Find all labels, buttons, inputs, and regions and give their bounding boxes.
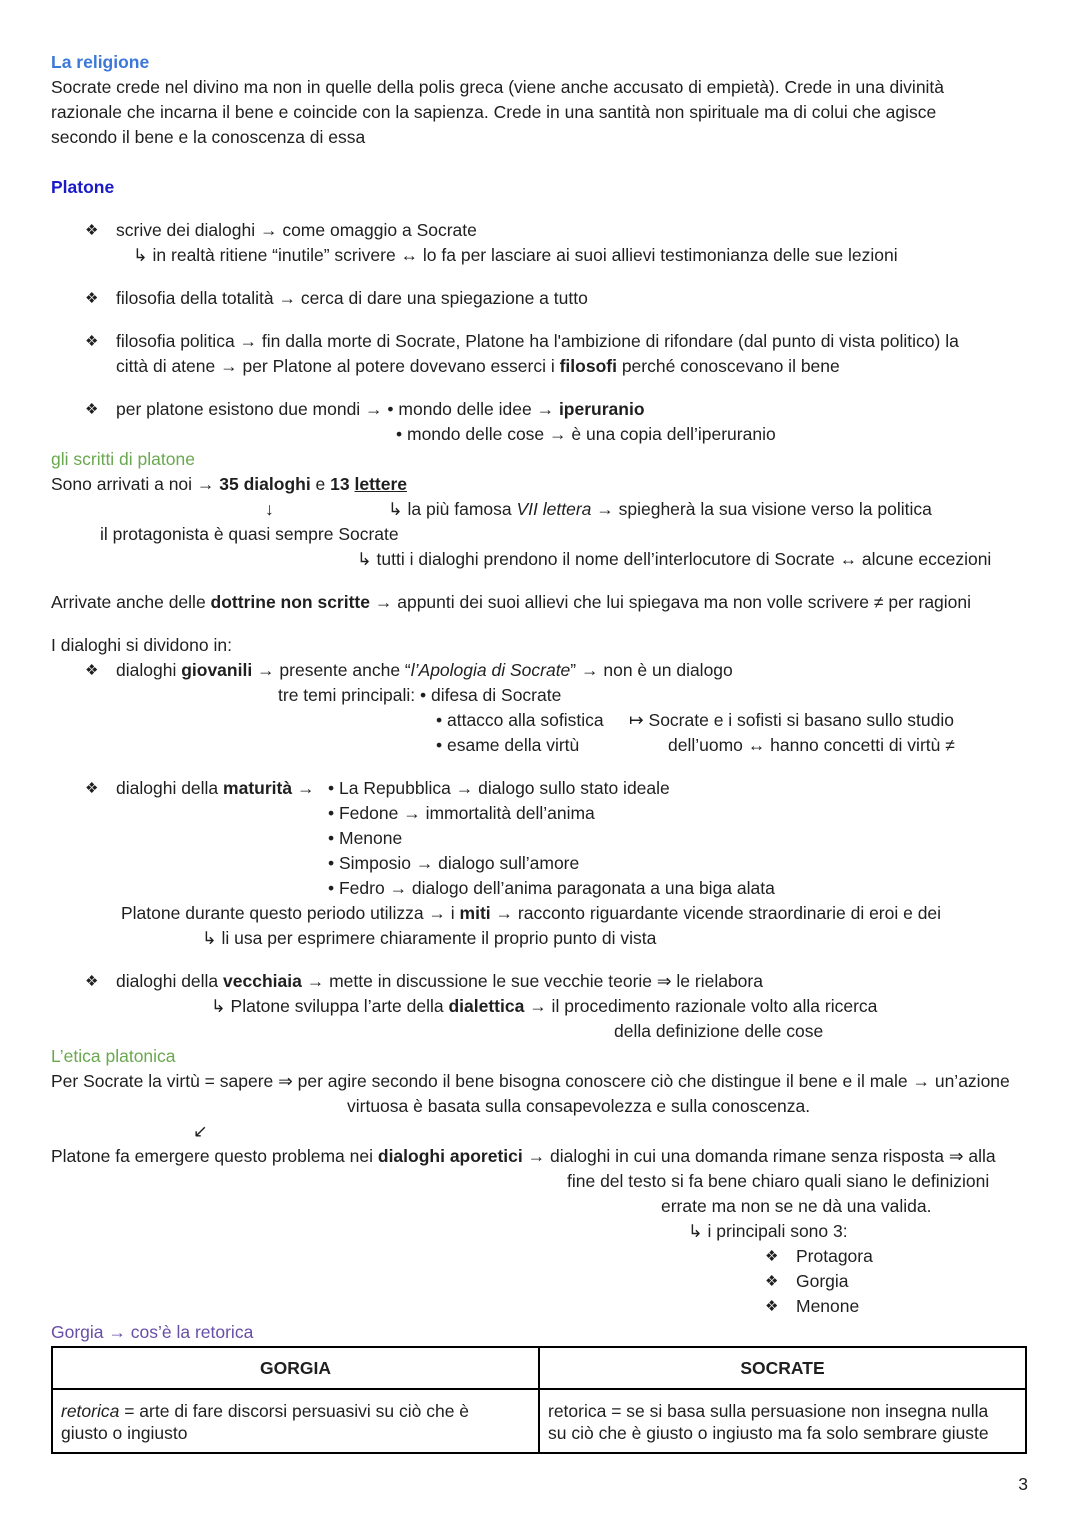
bold-term: iperuranio bbox=[558, 399, 645, 419]
section-title-scritti: gli scritti di platone bbox=[51, 449, 195, 469]
italic-term: retorica bbox=[61, 1401, 120, 1421]
diamond-bullet-icon: ❖ bbox=[765, 1273, 779, 1290]
page-number: 3 bbox=[1018, 1474, 1028, 1494]
text-run: → bbox=[292, 778, 315, 798]
comparison-table bbox=[51, 1346, 1027, 1454]
text-run: dialoghi bbox=[116, 660, 182, 680]
bold-term: giovanili bbox=[181, 660, 253, 680]
paragraph-line bbox=[51, 1144, 996, 1169]
diamond-bullet-icon: ❖ bbox=[85, 973, 99, 990]
bold-term: 13 bbox=[330, 474, 350, 494]
bullet-text-continued: • mondo delle cose → è una copia dell’iperuranio bbox=[396, 424, 776, 444]
section-title-gorgia: Gorgia → cos’è la retorica bbox=[51, 1322, 254, 1342]
text-run: → mette in discussione le sue vecchie teorie ⇒ le rielabora bbox=[301, 971, 763, 991]
sub-note: ↳ li usa per esprimere chiaramente il proprio punto di vista bbox=[202, 928, 657, 948]
diamond-bullet-icon: ❖ bbox=[765, 1248, 779, 1265]
paragraph-line: Socrate crede nel divino ma non in quelle della polis greca (viene anche accusato di empietà). Crede in una divinità bbox=[51, 77, 945, 97]
italic-term: l’Apologia di Socrate bbox=[410, 660, 571, 680]
arrow-icon: ↙ bbox=[193, 1121, 208, 1141]
bullet-text-continued bbox=[116, 354, 840, 379]
text-run: → racconto riguardante vicende straordinarie di eroi e dei bbox=[490, 903, 942, 923]
paragraph-line: fine del testo si fa bene chiaro quali siano le definizioni bbox=[567, 1171, 990, 1191]
text-run: → il procedimento razionale volto alla ricerca bbox=[524, 996, 878, 1016]
text-run: Platone fa emergere questo problema nei bbox=[51, 1146, 378, 1166]
paragraph-line bbox=[51, 472, 407, 497]
bullet-text: scrive dei dialoghi → come omaggio a Socrate bbox=[116, 220, 477, 240]
sub-note: ↳ in realtà ritiene “inutile” scrivere ↔ lo fa per lasciare ai suoi allievi testimonianza delle sue lezioni bbox=[133, 245, 898, 265]
bold-term: vecchiaia bbox=[223, 971, 302, 991]
list-item: Gorgia bbox=[796, 1271, 849, 1291]
paragraph-line: il protagonista è quasi sempre Socrate bbox=[100, 524, 399, 544]
paragraph-line: errate ma non se ne dà una valida. bbox=[661, 1196, 932, 1216]
text-run: su ciò che è giusto o ingiusto ma fa solo sembrare giuste bbox=[548, 1423, 989, 1443]
text-run: ↳ Platone sviluppa l’arte della bbox=[211, 996, 449, 1016]
text-run: e bbox=[310, 474, 331, 494]
sub-note bbox=[388, 497, 932, 522]
text-run: → presente anche “ bbox=[252, 660, 411, 680]
table-cell-gorgia bbox=[52, 1389, 539, 1453]
text-run: giusto o ingiusto bbox=[61, 1423, 188, 1443]
paragraph-line: razionale che incarna il bene e coincide con la sapienza. Crede in una santità non spirituale ma di colui che agisce bbox=[51, 102, 937, 122]
paragraph-line: secondo il bene e la conoscenza di essa bbox=[51, 127, 366, 147]
section-title-etica: L’etica platonica bbox=[51, 1046, 176, 1066]
text-run: ” → non è un dialogo bbox=[570, 660, 733, 680]
sub-note: ↳ tutti i dialoghi prendono il nome dell’interlocutore di Socrate ↔ alcune eccezioni bbox=[357, 549, 992, 569]
text-run: → appunti dei suoi allievi che lui spiegava ma non volle scrivere ≠ per ragioni bbox=[370, 592, 972, 612]
list-item: • Simposio → dialogo sull’amore bbox=[328, 853, 580, 873]
bullet-text bbox=[116, 776, 314, 801]
bold-term: dialoghi aporetici bbox=[377, 1146, 523, 1166]
section-title-religione: La religione bbox=[51, 52, 150, 72]
down-arrow-icon: ↓ bbox=[265, 499, 274, 519]
text-run: ↳ la più famosa bbox=[388, 499, 517, 519]
text-run: città di atene → per Platone al potere dovevano esserci i bbox=[116, 356, 560, 376]
underlined-term: lettere bbox=[354, 474, 408, 494]
paragraph-line: virtuosa è basata sulla consapevolezza e sulla conoscenza. bbox=[347, 1096, 811, 1116]
list-line: • attacco alla sofistica bbox=[436, 710, 604, 730]
table-row bbox=[52, 1389, 1026, 1453]
diamond-bullet-icon: ❖ bbox=[85, 333, 99, 350]
bullet-text: filosofia politica → fin dalla morte di Socrate, Platone ha l'ambizione di rifondare (dal punto di vista politico) la bbox=[116, 331, 959, 351]
text-run: Arrivate anche delle bbox=[51, 592, 211, 612]
diamond-bullet-icon: ❖ bbox=[765, 1298, 779, 1315]
list-item: • Menone bbox=[328, 828, 403, 848]
table-cell-socrate bbox=[539, 1389, 1026, 1453]
text-run: → dialoghi in cui una domanda rimane senza risposta ⇒ alla bbox=[522, 1146, 996, 1166]
side-note: ↦ Socrate e i sofisti si basano sullo studio bbox=[629, 710, 954, 730]
list-item: • Fedone → immortalità dell’anima bbox=[328, 803, 595, 823]
text-run: perché conoscevano il bene bbox=[616, 356, 840, 376]
list-line: • esame della virtù bbox=[436, 735, 580, 755]
bold-term: dialettica bbox=[448, 996, 525, 1016]
bullet-text bbox=[116, 969, 763, 994]
text-run: dialoghi della bbox=[116, 778, 224, 798]
list-item: • La Repubblica → dialogo sullo stato ideale bbox=[328, 778, 670, 798]
italic-term: VII lettera bbox=[516, 499, 592, 519]
table-header-gorgia: GORGIA bbox=[52, 1347, 539, 1389]
sub-note bbox=[211, 994, 877, 1019]
bold-term: dottrine non scritte bbox=[210, 592, 370, 612]
paragraph-line bbox=[51, 590, 971, 615]
diamond-bullet-icon: ❖ bbox=[85, 662, 99, 679]
diamond-bullet-icon: ❖ bbox=[85, 290, 99, 307]
diamond-bullet-icon: ❖ bbox=[85, 401, 99, 418]
bold-term: maturità bbox=[223, 778, 293, 798]
text-run: dialoghi della bbox=[116, 971, 224, 991]
text-run: per platone esistono due mondi → • mondo delle idee → bbox=[116, 399, 559, 419]
text-run: = arte di fare discorsi persuasivi su ciò che è bbox=[119, 1401, 470, 1421]
bullet-text bbox=[116, 397, 645, 422]
sub-note: ↳ i principali sono 3: bbox=[688, 1221, 848, 1241]
text-run: → spiegherà la sua visione verso la politica bbox=[591, 499, 932, 519]
bullet-text: filosofia della totalità → cerca di dare una spiegazione a tutto bbox=[116, 288, 588, 308]
text-run: Platone durante questo periodo utilizza → i bbox=[121, 903, 460, 923]
bullet-text bbox=[116, 658, 733, 683]
diamond-bullet-icon: ❖ bbox=[85, 780, 99, 797]
text-run: Sono arrivati a noi → bbox=[51, 474, 220, 494]
paragraph-line bbox=[121, 901, 941, 926]
sub-note: della definizione delle cose bbox=[614, 1021, 824, 1041]
list-line: tre temi principali: • difesa di Socrate bbox=[278, 685, 562, 705]
bold-term: miti bbox=[459, 903, 491, 923]
text-run: retorica = se si basa sulla persuasione non insegna nulla bbox=[548, 1401, 989, 1421]
bold-term: 35 dialoghi bbox=[219, 474, 311, 494]
section-title-platone: Platone bbox=[51, 177, 115, 197]
side-note: dell’uomo ↔ hanno concetti di virtù ≠ bbox=[668, 735, 955, 755]
diamond-bullet-icon: ❖ bbox=[85, 222, 99, 239]
table-header-row bbox=[52, 1347, 1026, 1389]
paragraph-line: I dialoghi si dividono in: bbox=[51, 635, 232, 655]
list-item: • Fedro → dialogo dell’anima paragonata a una biga alata bbox=[328, 878, 775, 898]
list-item: Menone bbox=[796, 1296, 860, 1316]
bold-term: filosofi bbox=[559, 356, 617, 376]
paragraph-line: Per Socrate la virtù = sapere ⇒ per agire secondo il bene bisogna conoscere ciò che distingue il bene e il male → un’azione bbox=[51, 1071, 1010, 1091]
table-header-socrate: SOCRATE bbox=[539, 1347, 1026, 1389]
list-item: Protagora bbox=[796, 1246, 873, 1266]
